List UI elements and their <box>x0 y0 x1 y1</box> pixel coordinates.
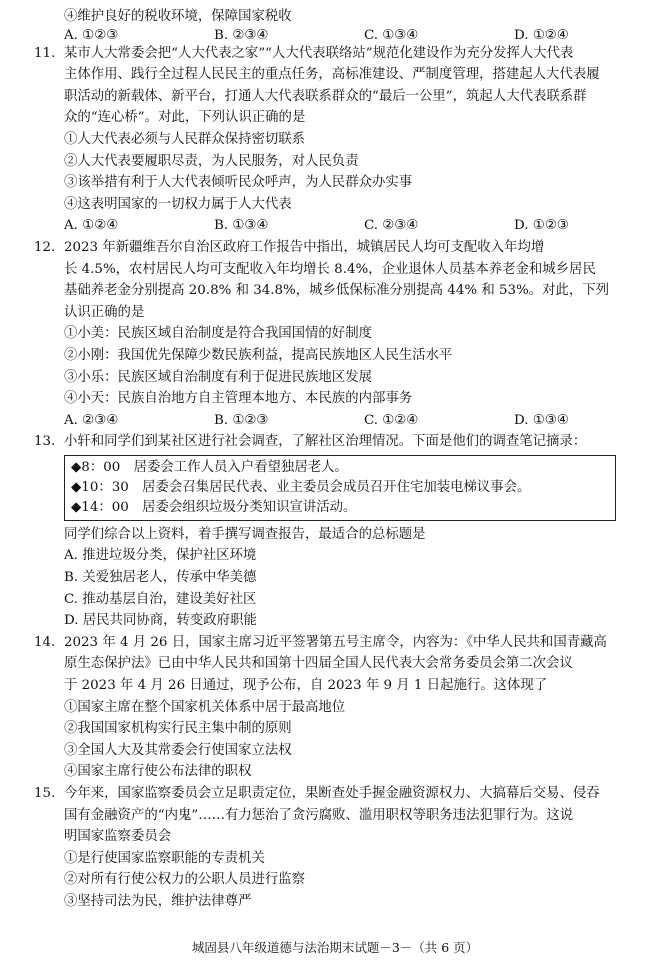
q15-stem-line: 明国家监察委员会 <box>64 829 172 845</box>
q11-item-2: ②人大代表要履职尽责，为人民服务，对人民负责 <box>64 153 359 169</box>
q15-item-1: ①是行使国家监察职能的专责机关 <box>64 850 265 866</box>
q12-item-1: ①小美：民族区域自治制度是符合我国国情的好制度 <box>64 326 372 342</box>
q14-number: 14. <box>34 634 56 650</box>
q14-item-3: ③全国人大及其常委会行使国家立法权 <box>64 742 292 758</box>
option-a: A. ①②④ <box>64 218 119 234</box>
q11-item-1: ①人大代表必须与人民群众保持密切联系 <box>64 131 306 147</box>
q14-stem-line: 于 2023 年 4 月 26 日通过，现予公布，自 2023 年 9 月 1 日起施行。这体现了 <box>64 678 548 694</box>
q12-item-2: ②小刚：我国优先保障少数民族利益，提高民族地区人民生活水平 <box>64 347 453 363</box>
q11-options <box>34 215 656 237</box>
q14-stem-text: 2023 年 4 月 26 日，国家主席习近平签署第五号主席令，内容为：《中华人民共和国青藏高 <box>64 634 607 650</box>
q15-stem-line: 国有金融资产的“内鬼”……有力惩治了贪污腐败、滥用职权等职务违法犯罪行为。这说 <box>64 807 574 823</box>
q11-stem-line: 众的“连心桥”。对此，下列认识正确的是 <box>64 110 306 126</box>
option-d: D. ①③④ <box>514 412 569 428</box>
q15-number: 15. <box>34 786 56 801</box>
q11-number: 11. <box>34 45 56 61</box>
q12-options <box>34 410 656 432</box>
q12-number: 12. <box>34 239 56 255</box>
q11-stem-text: 某市人大常委会把“人大代表之家”“人大代表联络站”规范化建设作为充分发挥人大代表 <box>64 45 574 61</box>
q11-stem-line: 职活动的新载体、新平台，打通人大代表联系群众的“最后一公里”，筑起人大代表联系群 <box>64 88 587 104</box>
q14-item-2: ②我国国家机构实行民主集中制的原则 <box>64 721 292 737</box>
option-b: B. ②③④ <box>214 27 269 43</box>
q12-stem-text: 2023 年新疆维吾尔自治区政府工作报告中指出，城镇居民人均可支配收入年均增 <box>64 239 545 255</box>
option-a: A. ①②③ <box>64 27 119 43</box>
q15-item-2: ②对所有行使公权力的公职人员进行监察 <box>64 872 306 888</box>
option-b: B. ①②③ <box>214 412 269 428</box>
exam-page <box>34 6 656 913</box>
q13-stem-line <box>34 431 656 453</box>
q14-stem-line <box>34 632 656 654</box>
q15-stem-line <box>34 783 656 805</box>
q11-stem-line <box>34 43 656 65</box>
option-a: A. ②③④ <box>64 412 119 428</box>
q13-option-d: D. 居民共同协商，转变政府职能 <box>64 613 257 629</box>
option-c: C. ②③④ <box>364 218 419 234</box>
q14-stem-line: 原生态保护法》已由中华人民共和国第十四届全国人民代表大会常务委员会第二次会议 <box>64 656 573 672</box>
q13-note-2: ◆10：30 居委会召集居民代表、业主委员会成员召开住宅加装电梯议事会。 <box>71 479 531 495</box>
q13-option-c: C. 推动基层自治，建设美好社区 <box>64 591 257 607</box>
q11-stem-line: 主体作用、践行全过程人民民主的重点任务，高标准建设、严制度管理，搭建起人大代表履 <box>64 67 600 83</box>
q13-stem-text: 小轩和同学们到某社区进行社会调查，了解社区治理情况。下面是他们的调查笔记摘录： <box>64 434 587 450</box>
q12-stem-line: 认识正确的是 <box>64 304 145 320</box>
q13-option-b: B. 关爱独居老人，传承中华美德 <box>64 570 257 586</box>
q13-number: 13. <box>34 434 56 450</box>
page-footer: 城固县八年级道德与法治期末试题－3－（共 6 页） <box>191 940 479 955</box>
option-b: B. ①③④ <box>214 218 269 234</box>
q13-note-3: ◆14：00 居委会组织垃圾分类知识宣讲活动。 <box>71 499 357 515</box>
q13-option-a: A. 推进垃圾分类，保护社区环境 <box>64 548 257 564</box>
q11-item-4: ④这表明国家的一切权力属于人大代表 <box>64 196 292 212</box>
q12-stem-line: 基础养老金分别提高 20.8% 和 34.8%，城乡低保标准分别提高 44% 和 53%。对此，下列 <box>64 283 610 299</box>
option-d: D. ①②④ <box>514 27 569 43</box>
q15-stem-text: 今年来，国家监察委员会立足职责定位，果断查处手握金融资源权力、大搞幕后交易、侵吞 <box>64 786 600 801</box>
q11-item-3: ③该举措有利于人大代表倾听民众呼声，为人民群众办实事 <box>64 175 413 191</box>
q12-item-4: ④小天：民族自治地方自主管理本地方、本民族的内部事务 <box>64 391 413 407</box>
q12-stem-line: 长 4.5%，农村居民人均可支配收入年均增长 8.4%，企业退休人员基本养老金和城乡居民 <box>64 261 596 277</box>
q14-item-4: ④国家主席行使公布法律的职权 <box>64 764 252 780</box>
q12-item-3: ③小乐：民族区域自治制度有利于促进民族地区发展 <box>64 369 372 385</box>
q15-item-3: ③坚持司法为民，维护法律尊严 <box>64 893 252 909</box>
q12-stem-line <box>34 237 656 259</box>
option-d: D. ①②③ <box>514 218 569 234</box>
option-c: C. ①③④ <box>364 27 419 43</box>
carryover-options <box>34 28 656 43</box>
q14-item-1: ①国家主席在整个国家机关体系中居于最高地位 <box>64 699 346 715</box>
carryover-item-4: ④维护良好的税收环境，保障国家税收 <box>64 9 292 24</box>
q13-survey-notes-box <box>64 455 616 521</box>
option-c: C. ①②④ <box>364 412 419 428</box>
q13-note-1: ◆8：00 居委会工作人员入户看望独居老人。 <box>71 459 348 475</box>
q13-prompt: 同学们综合以上资料，着手撰写调查报告，最适合的总标题是 <box>64 526 426 542</box>
